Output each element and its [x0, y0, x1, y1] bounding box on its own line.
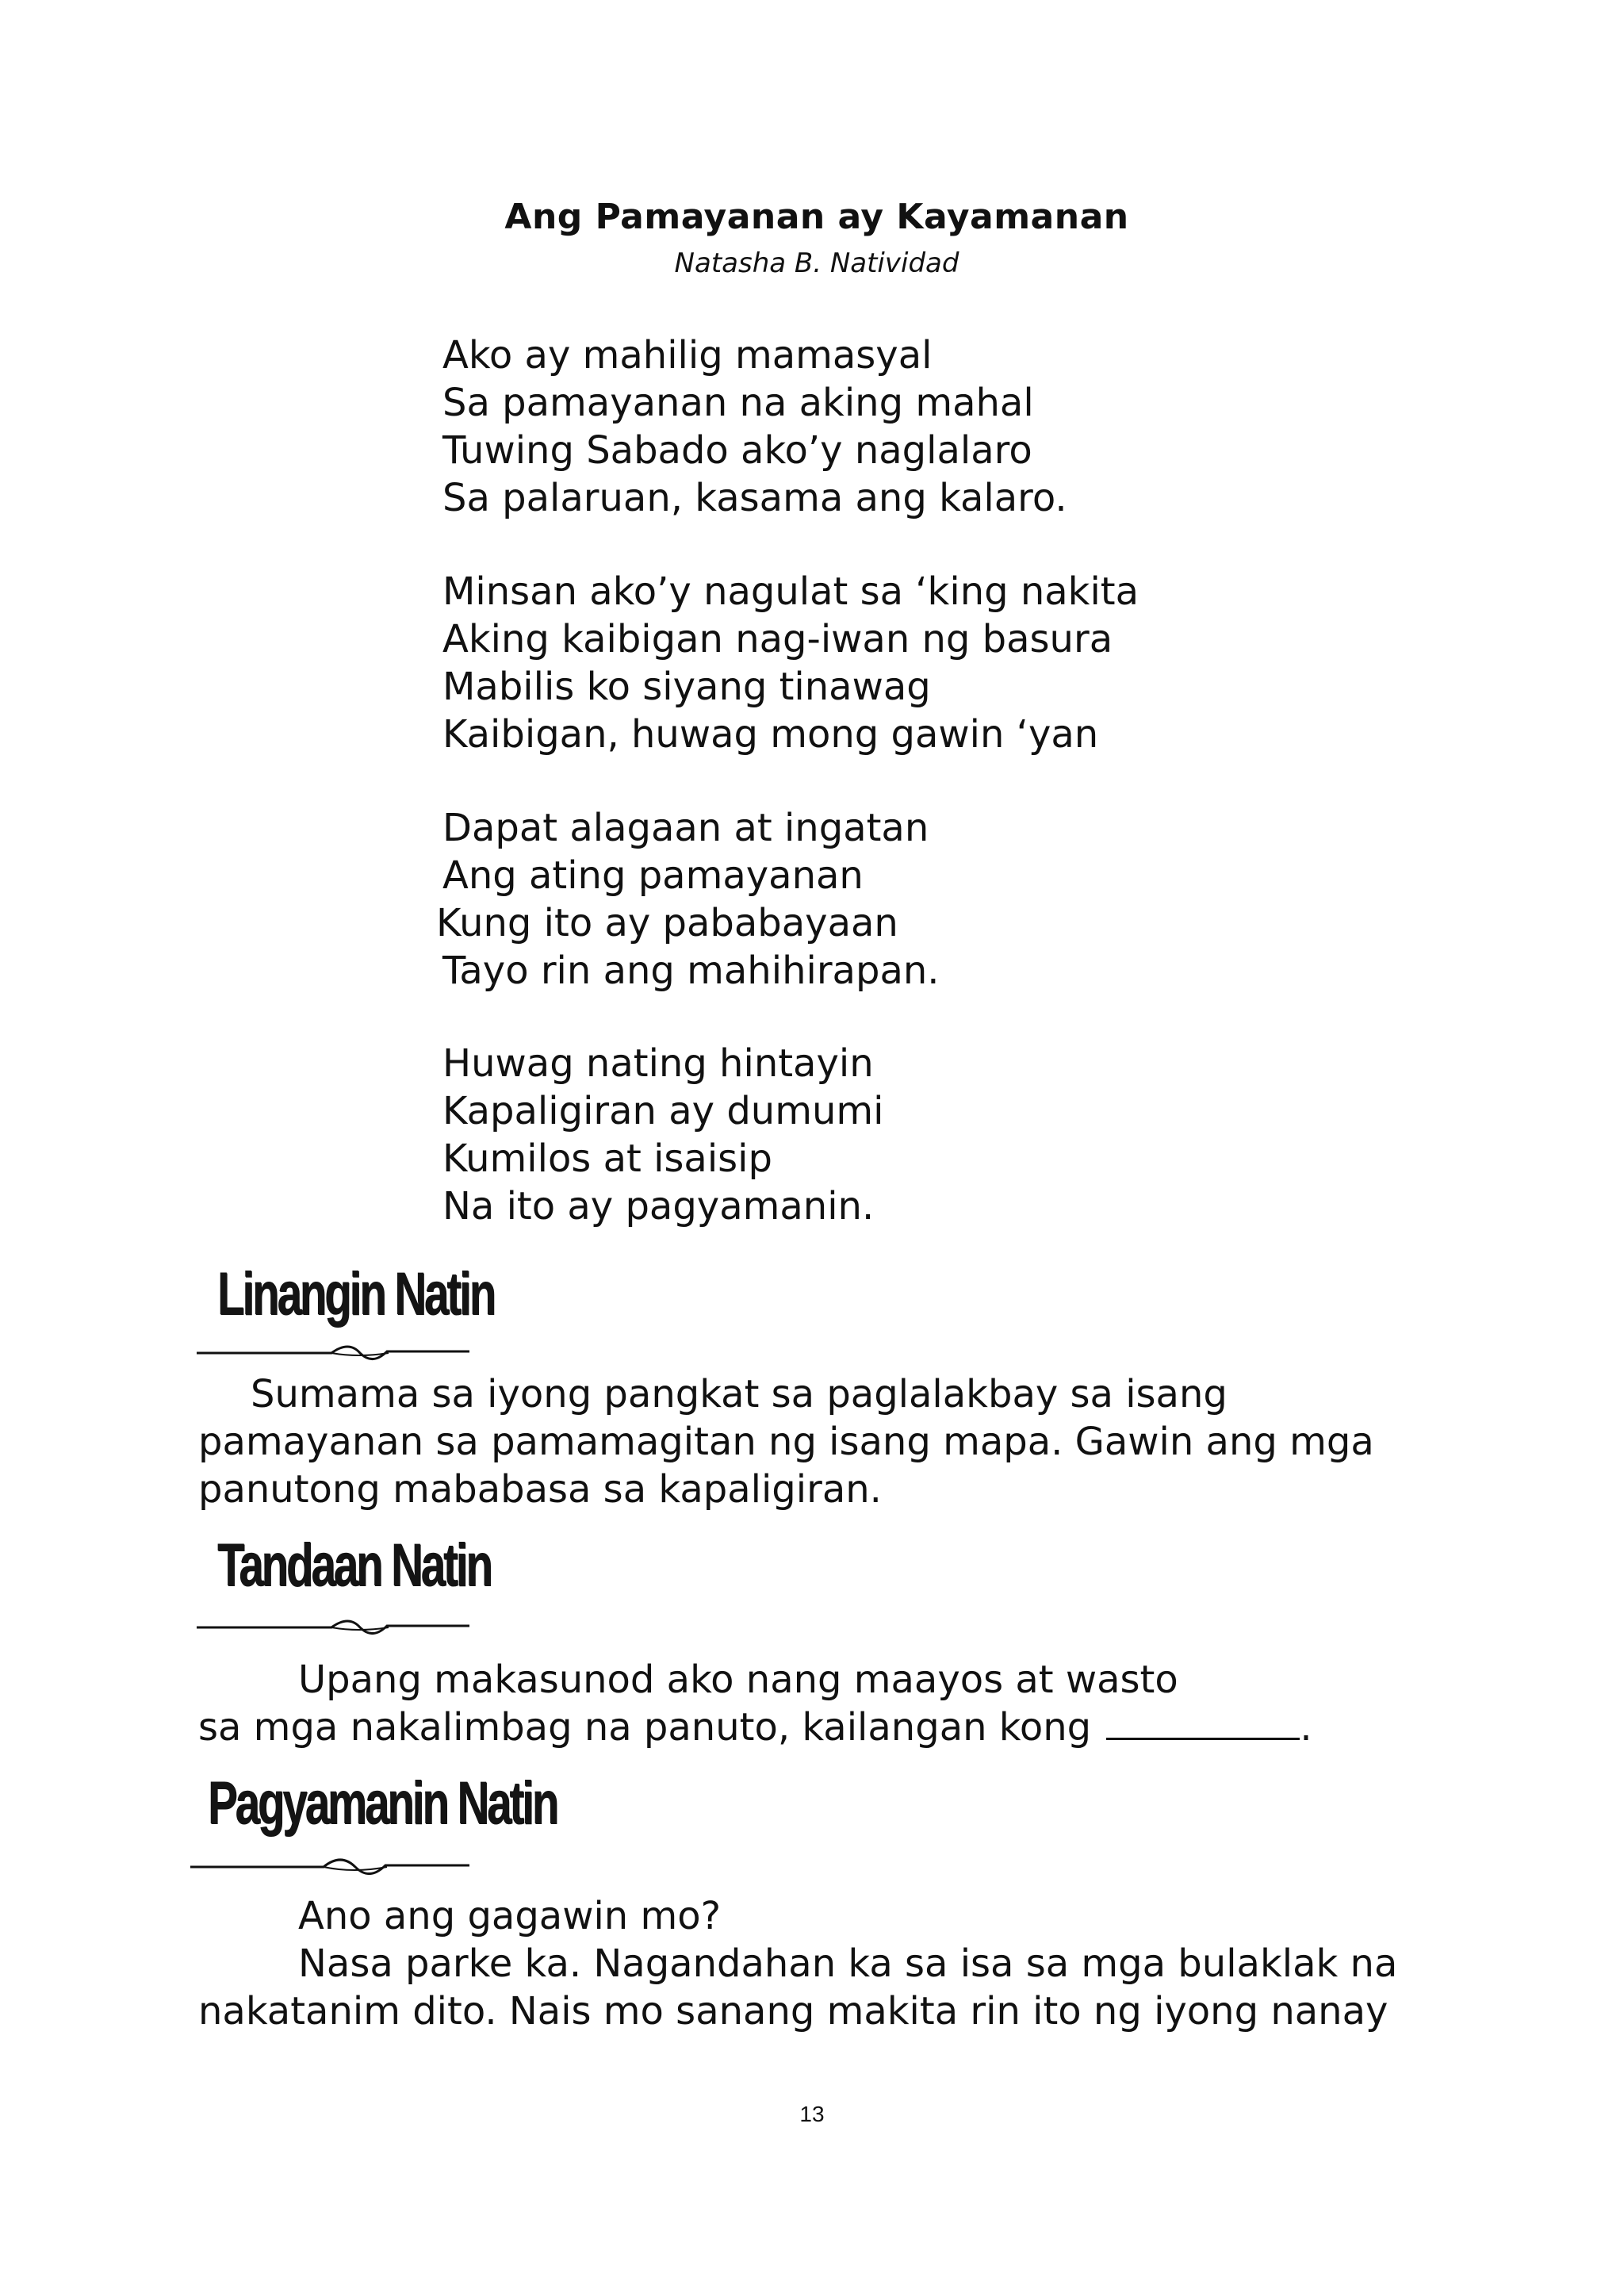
- paragraph-text: sa mga nakalimbag na panuto, kailangan kong: [198, 1705, 1092, 1750]
- poem-line: Kaibigan, huwag mong gawin ‘yan: [442, 712, 1099, 757]
- heading-swoosh-decoration: [190, 1531, 476, 1642]
- paragraph-line: Upang makasunod ako nang maayos at wasto: [298, 1658, 1178, 1702]
- heading-swoosh-decoration: [190, 1769, 476, 1880]
- sentence-period: .: [1300, 1705, 1312, 1750]
- poem-line: Minsan ako’y nagulat sa ‘king nakita: [442, 569, 1139, 614]
- pagyamanin-natin-heading: [190, 1769, 557, 1880]
- paragraph-line: nakatanim dito. Nais mo sanang makita rin ito ng iyong nanay: [198, 1989, 1388, 2033]
- poem-line: Kung ito ay pababayaan: [436, 901, 898, 945]
- poem-line: Na ito ay pagyamanin.: [442, 1184, 875, 1228]
- pagyamanin-heading-text: Pagyamanin Natin: [208, 1769, 557, 1837]
- paragraph-line-with-blank: [198, 1704, 1312, 1751]
- page-number: 13: [799, 2102, 825, 2126]
- poem-line: Tayo rin ang mahihirapan.: [442, 949, 940, 993]
- linangin-heading-text: Linangin Natin: [217, 1260, 495, 1328]
- poem-line: Kumilos at isaisip: [442, 1137, 772, 1181]
- poem-title: Ang Pamayanan ay Kayamanan: [504, 197, 1129, 237]
- poem-line: Dapat alagaan at ingatan: [442, 806, 929, 850]
- poem-line: Sa palaruan, kasama ang kalaro.: [442, 476, 1067, 520]
- poem-stanza-3: [436, 804, 940, 995]
- poem-line: Aking kaibigan nag-iwan ng basura: [442, 617, 1113, 661]
- paragraph-line: pamayanan sa pamamagitan ng isang mapa. Gawin ang mga: [198, 1420, 1374, 1464]
- poem-line: Mabilis ko siyang tinawag: [442, 665, 931, 709]
- paragraph-line: Ano ang gagawin mo?: [298, 1894, 722, 1938]
- paragraph-line: panutong mababasa sa kapaligiran.: [198, 1467, 882, 1512]
- poem-line: Huwag nating hintayin: [442, 1041, 874, 1086]
- tandaan-natin-heading: [190, 1531, 491, 1642]
- poem-author: Natasha B. Natividad: [674, 247, 959, 279]
- paragraph-line: Nasa parke ka. Nagandahan ka sa isa sa mga bulaklak na: [298, 1941, 1398, 1986]
- poem-stanza-1: [442, 332, 1067, 522]
- linangin-natin-heading: [190, 1259, 495, 1370]
- poem-line: Sa pamayanan na aking mahal: [442, 381, 1034, 425]
- poem-stanza-2: [442, 568, 1139, 758]
- linangin-instructions: [198, 1370, 1374, 1513]
- pagyamanin-text: [198, 1892, 1397, 2035]
- tandaan-heading-text: Tandaan Natin: [217, 1531, 491, 1599]
- poem-stanza-4: [442, 1040, 883, 1230]
- poem-line: Kapaligiran ay dumumi: [442, 1089, 884, 1133]
- heading-swoosh-decoration: [190, 1259, 476, 1370]
- fill-in-blank: [1106, 1706, 1300, 1740]
- paragraph-line: Sumama sa iyong pangkat sa paglalakbay sa isang: [251, 1372, 1228, 1416]
- poem-line: Ako ay mahilig mamasyal: [442, 333, 933, 378]
- poem-line: Tuwing Sabado ako’y naglalaro: [442, 428, 1032, 473]
- poem-line: Ang ating pamayanan: [442, 853, 864, 898]
- tandaan-statement: [198, 1656, 1312, 1751]
